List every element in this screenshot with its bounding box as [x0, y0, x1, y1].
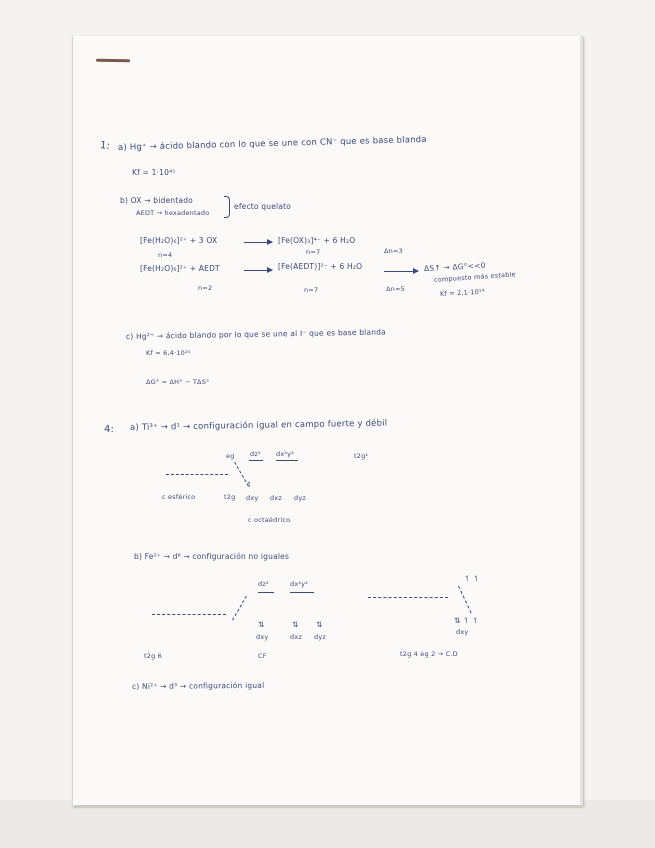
q4a-dz2-level — [249, 460, 263, 461]
q4b-dxz: dxz — [290, 633, 302, 641]
q4b-dxy-electrons: ⇅ — [258, 620, 265, 629]
q4b-hs-config: t2g 4 eg 2 → C.D — [400, 650, 458, 658]
q4b-t2g6: t2g 6 — [144, 652, 163, 660]
q1b-eq1-dn: Δn=3 — [384, 247, 403, 255]
q1b-eq2-arrow — [244, 270, 272, 271]
q4b-dz2-level — [258, 592, 274, 593]
q1b-eq2-left: [Fe(H₂O)₆]²⁺ + AEDT — [140, 264, 220, 273]
q1b-eq2-n2: n=7 — [304, 286, 319, 294]
q4b-text: b) Fe²⁺ → d⁶ → configuración no iguales — [134, 552, 290, 561]
q1c-text: c) Hg²⁺ → ácido blando por lo que se une al I⁻ que es base blanda — [125, 327, 387, 341]
q1b-brace-label: efecto quelato — [234, 202, 292, 211]
q4b-dz2: dz² — [258, 580, 269, 588]
question-4-number: 4: — [104, 424, 115, 435]
q4a-text: a) Ti³⁺ → d¹ → configuración igual en campo fuerte y débil — [129, 418, 388, 433]
q4b-dxy: dxy — [256, 633, 269, 641]
q4b-hs-dxy: dxy — [456, 628, 469, 636]
q1c-gibbs: ΔG° = ΔH° − TΔS° — [146, 378, 210, 386]
q4a-eg-label: eg — [226, 452, 235, 460]
q1b-eq1-right: [Fe(OX)₃]⁴⁻ + 6 H₂O — [278, 236, 356, 245]
q4a-dx2y2-level — [276, 460, 298, 461]
q4a-t2g-label: t2g — [224, 493, 236, 501]
q4a-dxy: dxy — [246, 494, 259, 502]
q1a-constant: Kf = 1·10⁴¹ — [132, 168, 176, 177]
q4a-spherical-level — [166, 474, 228, 475]
q4b-dx2y2-level — [290, 592, 314, 593]
q4b-hs-eg-electrons: ↿ ↿ — [464, 574, 480, 583]
q1a-text: a) Hg⁺ → ácido blando con lo que se une con CN⁻ que es base blanda — [117, 134, 427, 153]
q1b-line2: AEDT → hexadentado — [136, 209, 210, 217]
q1b-eq2-n1: n=2 — [198, 284, 213, 292]
q4b-dyz-electrons: ⇅ — [316, 620, 323, 629]
q1c-constant: Kf = 6,4·10²⁰ — [146, 349, 191, 357]
q1b-brace — [224, 196, 230, 218]
q1b-eq2-right: [Fe(AEDT)]²⁻ + 6 H₂O — [278, 262, 363, 271]
q4b-hs-spherical-level — [368, 597, 448, 598]
q4b-dxz-electrons: ⇅ — [292, 620, 299, 629]
q4a-dxz: dxz — [270, 494, 282, 502]
q4c-text: c) Ni²⁺ → d³ → configuración igual — [131, 680, 265, 691]
q1b-line1: b) OX → bidentado — [120, 196, 193, 205]
q1b-eq2-dn: Δn=5 — [386, 285, 405, 293]
q4a-electron: ↿ — [246, 480, 253, 489]
q1b-eq2-arrow2 — [384, 271, 418, 272]
q1b-eq1-left: [Fe(H₂O)₆]²⁺ + 3 OX — [140, 236, 218, 245]
q4a-spherical-label: c esférico — [162, 493, 196, 501]
q4b-hs-t2g-electrons: ⇅ ↿ ↿ — [454, 616, 479, 625]
q4b-dyz: dyz — [314, 633, 326, 641]
q4a-dyz: dyz — [294, 494, 306, 502]
q1b-eq1-n1: n=4 — [158, 251, 173, 259]
q4a-dz2: dz² — [250, 450, 261, 458]
q1b-result: ΔS↑ → ΔG°<<0 — [423, 260, 486, 273]
q1b-result2: compuesto más estable — [433, 270, 517, 284]
q4b-dx2y2: dx²y² — [290, 580, 309, 588]
q4a-dx2y2: dx²y² — [276, 450, 295, 458]
q1b-constant: Kf = 2,1·10¹⁴ — [439, 287, 485, 298]
q4a-t2g-superscript: t2g¹ — [354, 452, 369, 460]
q1b-eq1-n2: n=7 — [306, 248, 321, 256]
q4a-octahedral-label: c octaédrico — [248, 516, 291, 524]
staple-mark — [96, 59, 130, 63]
question-1-number: 1: — [99, 140, 111, 153]
q4b-cf: CF — [258, 652, 267, 660]
q4b-spherical-level — [152, 614, 226, 615]
paper-edge — [74, 805, 582, 808]
q1b-eq1-arrow — [244, 242, 272, 243]
